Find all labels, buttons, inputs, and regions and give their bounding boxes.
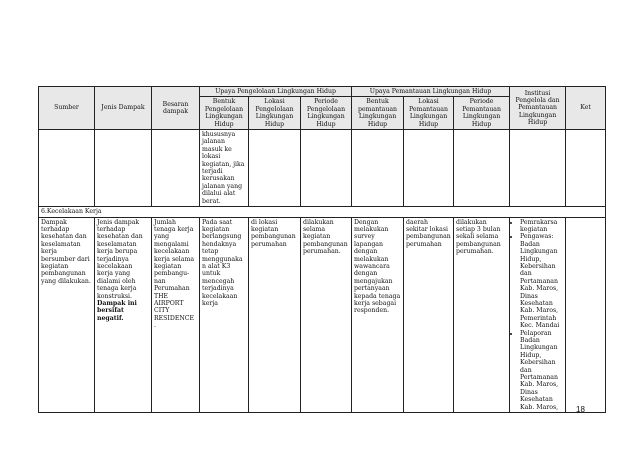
header-upaya-pengelolaan: Upaya Pengelolaan Lingkungan Hidup: [200, 87, 352, 97]
jenis-dampak-bold: Dampak ini bersifat negatif.: [97, 299, 137, 322]
table-row: [39, 217, 606, 413]
header-ket: Ket: [566, 87, 606, 130]
cell-lokasi-pengelolaan: di lokasi kegiatan pembangunan perumahan: [249, 217, 301, 413]
list-item: • Pengawas: Badan Lingkungan Hidup, Kebersihan dan Pertamanan Kab. Maros, Dinas Kesehatan Kab. Maros, Pemerintah Kec. Mandai: [520, 233, 563, 329]
header-sumber: Sumber: [39, 87, 95, 130]
page-number: 18: [576, 405, 585, 414]
cell-jenis-dampak: [95, 217, 152, 413]
cell-besaran-dampak: Jumlah tenaga kerja yang mengalami kecelakaan kerja selama kegiatan pembangu-nan Perumahan THE AIRPORT CITY RESIDENCE .: [152, 217, 200, 413]
jenis-dampak-text: Jenis dampak terhadap kesehatan dan keselamatan kerja berupa terjadinya kecelakaan kerja yang dialami oleh tenaga kerja konstruksi.: [97, 218, 143, 300]
cell-ket: [566, 217, 606, 413]
header-upaya-pemantauan: Upaya Pemantauan Lingkungan Hidup: [352, 87, 510, 97]
continuation-row: [39, 130, 606, 207]
cell-sumber: Dampak terhadap kesehatan dan keselamatan kerja bersumber dari kegiatan pembangunan yang dilakukan.: [39, 217, 95, 413]
cell-lokasi-pemantauan: daerah sekitar lokasi pembangunan perumahan: [404, 217, 454, 413]
list-item: • Pemrakarsa kegiatan: [520, 219, 563, 234]
header-institusi: Institusi Pengelola dan Pemantauan Lingkungan Hidup: [510, 87, 566, 130]
institusi-list: [512, 219, 563, 412]
environmental-management-matrix: [38, 86, 606, 413]
header-jenis-dampak: Jenis Dampak: [95, 87, 152, 130]
cell-institusi: [510, 217, 566, 413]
section-title: 6.Kecelakaan Kerja: [39, 207, 606, 217]
list-item: • Pelaporan Badan Lingkungan Hidup, Kebersihan dan Pertamanan Kab. Maros, Dinas Kesehatan Kab. Maros,: [520, 330, 563, 411]
header-lokasi-pemantauan: Lokasi Pemantauan Lingkungan Hidup: [404, 97, 454, 130]
section-row: [39, 207, 606, 217]
header-bentuk-pengelolaan: Bentuk Pengelolaan Lingkungan Hidup: [200, 97, 249, 130]
cell-bentuk-pengelolaan: Pada saat kegiatan berlangsung hendaknya tetap menggunakan alat K3 untuk mencegah terjadinya kecelakaan kerja: [200, 217, 249, 413]
cell-periode-pengelolaan: dilakukan selama kegiatan pembangunan perumahan.: [301, 217, 352, 413]
cell-periode-pemantauan: dilakukan setiap 3 bulan sekali selama pembangunan perumahan.: [454, 217, 510, 413]
cell-bentuk-pemantauan: Dengan melakukan survey lapangan dengan melakukan wawancara dengan mengajukan pertanyaan kepada tenaga kerja sebagai responden.: [352, 217, 404, 413]
header-bentuk-pemantauan: Bentuk pemantauan Lingkungan Hidup: [352, 97, 404, 130]
header-lokasi-pengelolaan: Lokasi Pengelolaan Lingkungan Hidup: [249, 97, 301, 130]
continuation-bentuk-pengelolaan: khususnya jalanan masuk ke lokasi kegiatan, jika terjadi kerusakan jalanan yang dilalui alat berat.: [200, 130, 249, 207]
header-periode-pemantauan: Periode Pemantauan Lingkungan Hidup: [454, 97, 510, 130]
header-besaran-dampak: Besaran dampak: [152, 87, 200, 130]
header-periode-pengelolaan: Periode Pengelolaan Lingkungan Hidup: [301, 97, 352, 130]
